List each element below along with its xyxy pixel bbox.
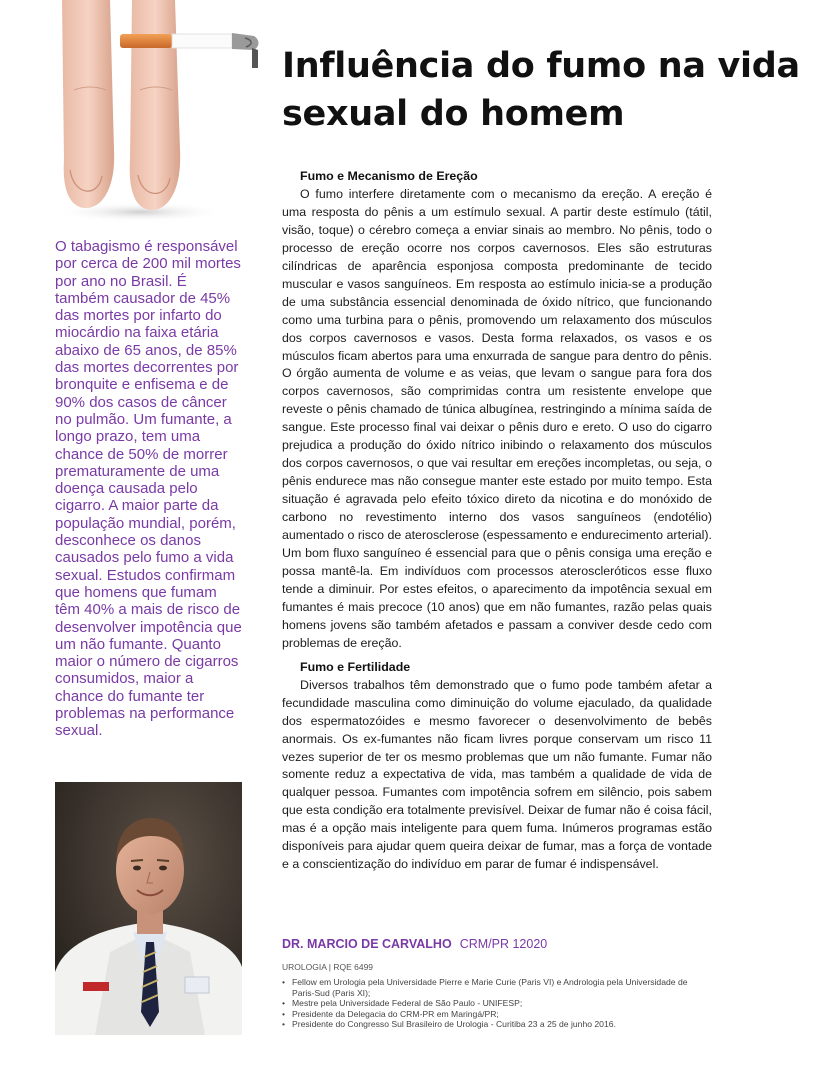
hero-illustration: [40, 0, 265, 230]
author-crm: CRM/PR 12020: [459, 937, 548, 951]
credential-item: • Mestre pela Universidade Federal de São Paulo - UNIFESP;: [282, 998, 702, 1009]
article-body: [282, 168, 712, 874]
page-title: Influência do fumo na vida sexual do homem: [282, 46, 800, 134]
author-specialty: UROLOGIA | RQE 6499: [282, 962, 374, 972]
section-paragraph-erection: O fumo interfere diretamente com o mecanismo da ereção. A ereção é uma resposta do pênis a um estímulo sexual. A partir deste estímulo (tátil, visão, toque) o cérebro começa a enviar sinais ao membro. No pênis, todo o processo de ereção ocorre nos corpos cavernosos. Eles são estruturas cilíndricas de aparência esponjosa composta predominante de tecido muscular e vasos sanguíneos. Em resposta ao estímulo inicia-se a produção de uma substância essencial denominada de óxido nítrico, que funcionando como uma turbina para o pênis, promovendo um relaxamento dos músculos dos corpos cavernosos e vasos. Desta forma relaxados, os vasos e os músculos ficam abertos para uma enxurrada de sangue para dentro do pênis. O órgão aumenta de volume e as veias, que levam o sangue para fora dos corpos cavernosos, são comprimidas contra um resistente envelope que reveste o pênis chamado de túnica albugínea, restringindo a mínima saída de sangue. Este processo final vai deixar o pênis duro e ereto. O uso do cigarro prejudica a produção do óxido nítrico inibindo o relaxamento dos músculos dos corpos cavernosos, o que vai resultar em ereções incompletas, ou seja, o pênis endurece mas não consegue manter este estado por muito tempo. Esta situação é agravada pelo efeito tóxico direto da nicotina e do monóxido de carbono no revestimento interno dos vasos sanguíneos (endotélio) aumentado o risco de aterosclerose (espessamento e endurecimento arterial). Um bom fluxo sanguíneo é essencial para que o pênis consiga uma ereção e possa mantê-la. Em indivíduos com processos ateroscleróticos esse fluxo tende a diminuir. Por estes efeitos, o aparecimento da impotência sexual em fumantes é mais precoce (10 anos) que em não fumantes, razão pelas quais homens jovens são também afetados e passam a conviver desde cedo com problemas de ereção.: [282, 186, 712, 650]
fingers-cigarette-icon: [40, 0, 265, 230]
credentials-list: [282, 977, 702, 1030]
credential-item: • Presidente do Congresso Sul Brasileiro de Urologia - Curitiba 23 a 25 de junho 2016.: [282, 1019, 702, 1030]
section-paragraph-fertility: Diversos trabalhos têm demonstrado que o fumo pode também afetar a fecundidade masculina como diminuição do volume ejaculado, da qualidade dos espermatozóides e mesmo favorecer o desenvolvimento de bebês anormais. Os ex-fumantes não ficam livres porque conservam um risco 11 vezes superior de ter os mesmo problemas que um não fumante. Fumar não somente reduz a expectativa de vida, mas também a qualidade de vida de qualquer pessoa. Fumantes com impotência sofrem em silêncio, pois sabem que esta condição era totalmente previsível. Deixar de fumar não é coisa fácil, mas é a opção mais inteligente para quem fuma. Inúmeros programas estão disponíveis para ajudar quem queira deixar de fumar, mas a força de vontade e a conscientização do indivíduo em parar de fumar é indispensável.: [282, 677, 712, 872]
author-name: DR. MARCIO DE CARVALHO: [282, 937, 452, 951]
credential-item: • Fellow em Urologia pela Universidade Pierre e Marie Curie (Paris VI) e Andrologia pela Universidade de Paris-Sud (Paris XI);: [282, 977, 702, 998]
sidebar-pull-quote: O tabagismo é responsável por cerca de 200 mil mortes por ano no Brasil. É também causador de 45% das mortes por infarto do miocárdio na faixa etária abaixo de 65 anos, de 85% das mortes decorrentes por bronquite e enfisema e de 90% dos casos de câncer no pulmão. Um fumante, a longo prazo, tem uma chance de 50% de morrer prematuramente de uma doença causada pelo cigarro. A maior parte da população mundial, porém, desconhece os danos causados pelo fumo a vida sexual. Estudos confirmam que homens que fumam têm 40% a mais de risco de desenvolver impotência que um não fumante. Quanto maior o número de cigarros consumidos, maior a chance do fumante ter problemas na performance sexual.: [55, 238, 242, 740]
doctor-portrait-icon: [55, 782, 242, 1035]
section-heading-fertility: Fumo e Fertilidade: [300, 659, 411, 674]
credential-item: • Presidente da Delegacia do CRM-PR em Maringá/PR;: [282, 1009, 702, 1020]
doctor-portrait: [55, 782, 242, 1035]
section-heading-erection: Fumo e Mecanismo de Ereção: [300, 169, 478, 183]
author-line: [282, 936, 782, 952]
